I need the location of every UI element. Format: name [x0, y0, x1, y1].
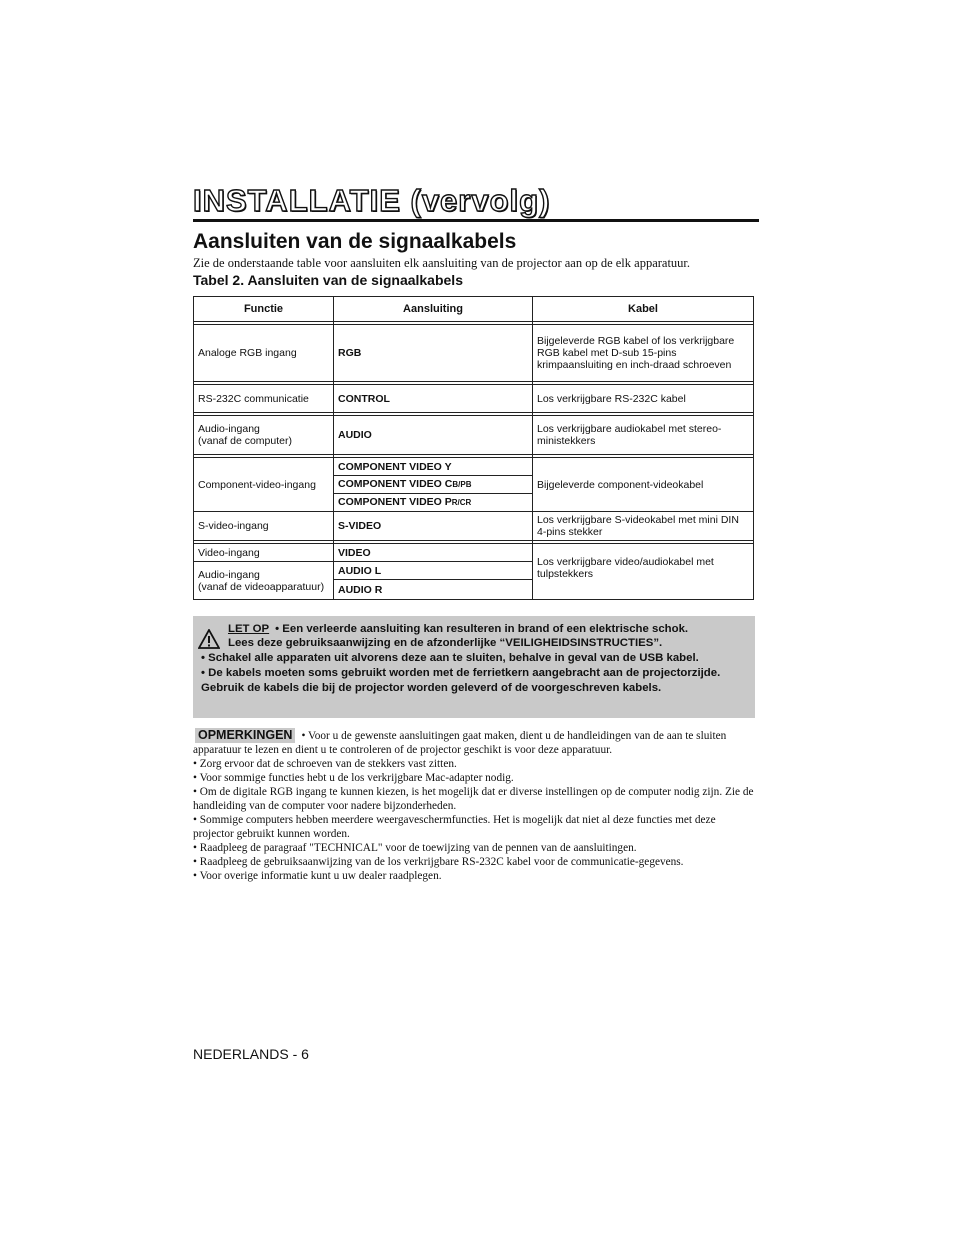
warning-line-2: Lees deze gebruiksaanwijzing en de afzonderlijke “VEILIGHEIDSINSTRUCTIES”. [228, 637, 663, 649]
cell-functie: S-video-ingang [194, 512, 334, 541]
warning-label: LET OP [228, 623, 270, 635]
cell-functie: Audio-ingang (vanaf de computer) [194, 416, 334, 455]
list-item: • Raadpleeg de paragraaf "TECHNICAL" voor de toewijzing van de pennen van de aansluitingen. [193, 842, 637, 854]
signal-cable-table [193, 296, 754, 600]
list-item: • Om de digitale RGB ingang te kunnen kiezen, is het mogelijk dat er diverse instellingen op de computer nodig zijn. Zie de handleiding van de computer voor nadere bijzonderheden. [193, 786, 754, 812]
cell-kabel: Bijgeleverde RGB kabel of los verkrijgbare RGB kabel met D-sub 15-pins krimpaansluiting en inch-draad schroeven [533, 325, 754, 382]
page-footer: NEDERLANDS - 6 [193, 1046, 309, 1062]
header-aansluiting: Aansluiting [334, 297, 533, 322]
cell-aansluiting: COMPONENT VIDEO PR/CR [334, 494, 533, 512]
cell-aansluiting: AUDIO [334, 416, 533, 455]
cell-aansluiting: CONTROL [334, 385, 533, 413]
title-rule [193, 219, 759, 222]
table-row [194, 512, 754, 541]
cell-kabel: Los verkrijgbare RS-232C kabel [533, 385, 754, 413]
cell-aansluiting: COMPONENT VIDEO Y [334, 458, 533, 476]
table-row [194, 458, 754, 476]
cell-aansluiting: AUDIO R [334, 580, 533, 600]
intro-text: Zie de onderstaande table voor aansluiten elk aansluiting van de projector aan op de elk apparatuur. [193, 256, 691, 270]
cell-aansluiting: VIDEO [334, 544, 533, 562]
cell-aansluiting: RGB [334, 325, 533, 382]
table-title: Tabel 2. Aansluiten van de signaalkabels [193, 272, 463, 288]
warning-triangle-icon [198, 629, 220, 649]
cell-functie: Video-ingang [194, 544, 334, 562]
warning-box [193, 616, 755, 718]
table-row [194, 544, 754, 562]
table-row [194, 325, 754, 382]
cell-kabel: Los verkrijgbare audiokabel met stereo-ministekkers [533, 416, 754, 455]
chapter-title: INSTALLATIE (vervolg) [193, 183, 551, 218]
cell-functie: Analoge RGB ingang [194, 325, 334, 382]
table-row [194, 416, 754, 455]
cell-functie: Audio-ingang (vanaf de videoapparatuur) [194, 562, 334, 600]
notes-label: OPMERKINGEN [195, 728, 295, 743]
list-item: • Zorg ervoor dat de schroeven van de stekkers vast zitten. [193, 758, 457, 770]
warning-rest: • Schakel alle apparaten uit alvorens deze aan te sluiten, behalve in geval van de USB kabel. • De kabels moeten soms gebruikt worden met de ferrietkern aangebracht aan de projectorzijde. Gebruik de kabels die bij de projector worden geleverd of de voorgeschreven kabels. [201, 652, 721, 694]
list-item: • Raadpleeg de gebruiksaanwijzing van de los verkrijgbare RS-232C kabel voor de communicatie-gegevens. [193, 856, 684, 868]
cell-aansluiting: S-VIDEO [334, 512, 533, 541]
cell-aansluiting: COMPONENT VIDEO CB/PB [334, 476, 533, 494]
cell-kabel: Bijgeleverde component-videokabel [533, 458, 754, 512]
cell-kabel: Los verkrijgbare S-videokabel met mini DIN 4-pins stekker [533, 512, 754, 541]
table-header-row [194, 297, 754, 322]
list-item: • Sommige computers hebben meerdere weergaveschermfuncties. Het is mogelijk dat niet al deze functies met deze projector gebruikt kunnen worden. [193, 814, 716, 840]
header-kabel: Kabel [533, 297, 754, 322]
section-title: Aansluiten van de signaalkabels [193, 230, 517, 253]
warning-line-1: LET OP • Een verleerde aansluiting kan resulteren in brand of een elektrische schok. [228, 623, 689, 635]
notes-section [193, 728, 755, 883]
header-functie: Functie [194, 297, 334, 322]
cell-functie: RS-232C communicatie [194, 385, 334, 413]
cell-functie: Component-video-ingang [194, 458, 334, 512]
list-item: • Voor sommige functies hebt u de los verkrijgbare Mac-adapter nodig. [193, 772, 514, 784]
cell-kabel: Los verkrijgbare video/audiokabel met tulpstekkers [533, 544, 754, 600]
notes-first: OPMERKINGEN • Voor u de gewenste aansluitingen gaat maken, dient u de handleidingen van de aan te sluiten apparatuur te lezen en dient u te controleren of de projector geschikt is voor deze apparatuur. [193, 728, 727, 756]
table-row [194, 385, 754, 413]
list-item: • Voor overige informatie kunt u uw dealer raadplegen. [193, 870, 442, 882]
cell-aansluiting: AUDIO L [334, 562, 533, 580]
